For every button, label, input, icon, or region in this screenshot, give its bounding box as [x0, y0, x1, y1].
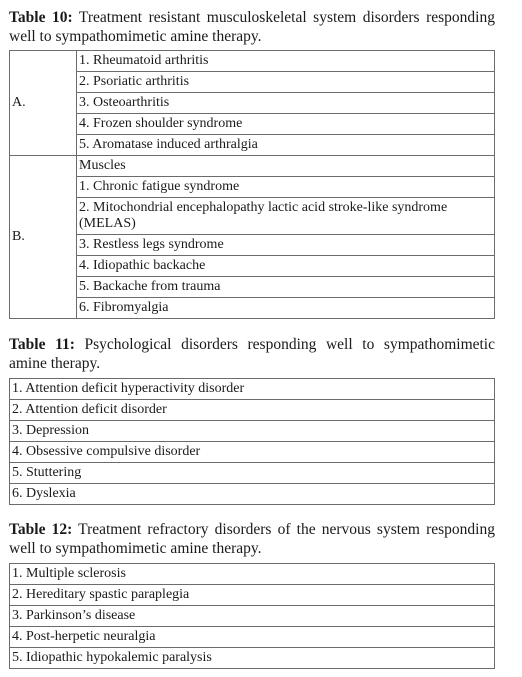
table-cell: 6. Fibromyalgia — [77, 298, 495, 319]
table-row — [10, 379, 495, 400]
table-cell: 1. Attention deficit hyperactivity disorder — [10, 379, 495, 400]
table-cell: 1. Chronic fatigue syndrome — [77, 177, 495, 198]
table-cell: 4. Frozen shoulder syndrome — [77, 114, 495, 135]
table-row — [10, 256, 495, 277]
table-row — [10, 135, 495, 156]
table10-label: Table 10: — [9, 9, 73, 26]
table-row — [10, 442, 495, 463]
table-cell: 5. Idiopathic hypokalemic paralysis — [10, 648, 495, 669]
table12-caption — [9, 520, 495, 558]
table-cell: 3. Depression — [10, 421, 495, 442]
table10-title: Treatment resistant musculoskeletal system disorders responding well to sympathomimetic amine therapy. — [9, 9, 495, 45]
table-row — [10, 298, 495, 319]
table-row — [10, 400, 495, 421]
table-cell: 2. Attention deficit disorder — [10, 400, 495, 421]
table-row — [10, 585, 495, 606]
document-page — [9, 8, 495, 669]
table-row — [10, 277, 495, 298]
table-cell: 3. Parkinson’s disease — [10, 606, 495, 627]
table-cell: 4. Obsessive compulsive disorder — [10, 442, 495, 463]
table-row — [10, 177, 495, 198]
table12-title: Treatment refractory disorders of the nervous system responding well to sympathomimetic amine therapy. — [9, 521, 495, 557]
group-b-label: B. — [10, 156, 77, 319]
table-row — [10, 484, 495, 505]
table-row — [10, 72, 495, 93]
table-cell: Muscles — [77, 156, 495, 177]
table-cell: 1. Rheumatoid arthritis — [77, 51, 495, 72]
table-cell: 2. Hereditary spastic paraplegia — [10, 585, 495, 606]
table11-label: Table 11: — [9, 336, 75, 353]
table-row — [10, 463, 495, 484]
table-cell: 4. Post-herpetic neuralgia — [10, 627, 495, 648]
table-cell: 3. Osteoarthritis — [77, 93, 495, 114]
table-cell: 1. Multiple sclerosis — [10, 564, 495, 585]
table12 — [9, 563, 495, 669]
table11-caption — [9, 335, 495, 373]
table-cell: 6. Dyslexia — [10, 484, 495, 505]
table-row — [10, 235, 495, 256]
table-row — [10, 114, 495, 135]
table-cell: 2. Psoriatic arthritis — [77, 72, 495, 93]
table10 — [9, 50, 495, 319]
table-row — [10, 93, 495, 114]
table11-title: Psychological disorders responding well to sympathomimetic amine therapy. — [9, 336, 495, 372]
table-row — [10, 51, 495, 72]
table-row — [10, 421, 495, 442]
table10-caption — [9, 8, 495, 46]
table-row — [10, 627, 495, 648]
table-row — [10, 156, 495, 177]
table-row — [10, 564, 495, 585]
table-row — [10, 198, 495, 235]
table-cell: 5. Stuttering — [10, 463, 495, 484]
table-row — [10, 648, 495, 669]
group-a-label: A. — [10, 51, 77, 156]
table11 — [9, 378, 495, 505]
table12-label: Table 12: — [9, 521, 73, 538]
table-cell: 5. Aromatase induced arthralgia — [77, 135, 495, 156]
table-row — [10, 606, 495, 627]
table-cell: 5. Backache from trauma — [77, 277, 495, 298]
table-cell: 4. Idiopathic backache — [77, 256, 495, 277]
table-cell: 3. Restless legs syndrome — [77, 235, 495, 256]
table-cell: 2. Mitochondrial encephalopathy lactic acid stroke-like syndrome (MELAS) — [77, 198, 495, 235]
